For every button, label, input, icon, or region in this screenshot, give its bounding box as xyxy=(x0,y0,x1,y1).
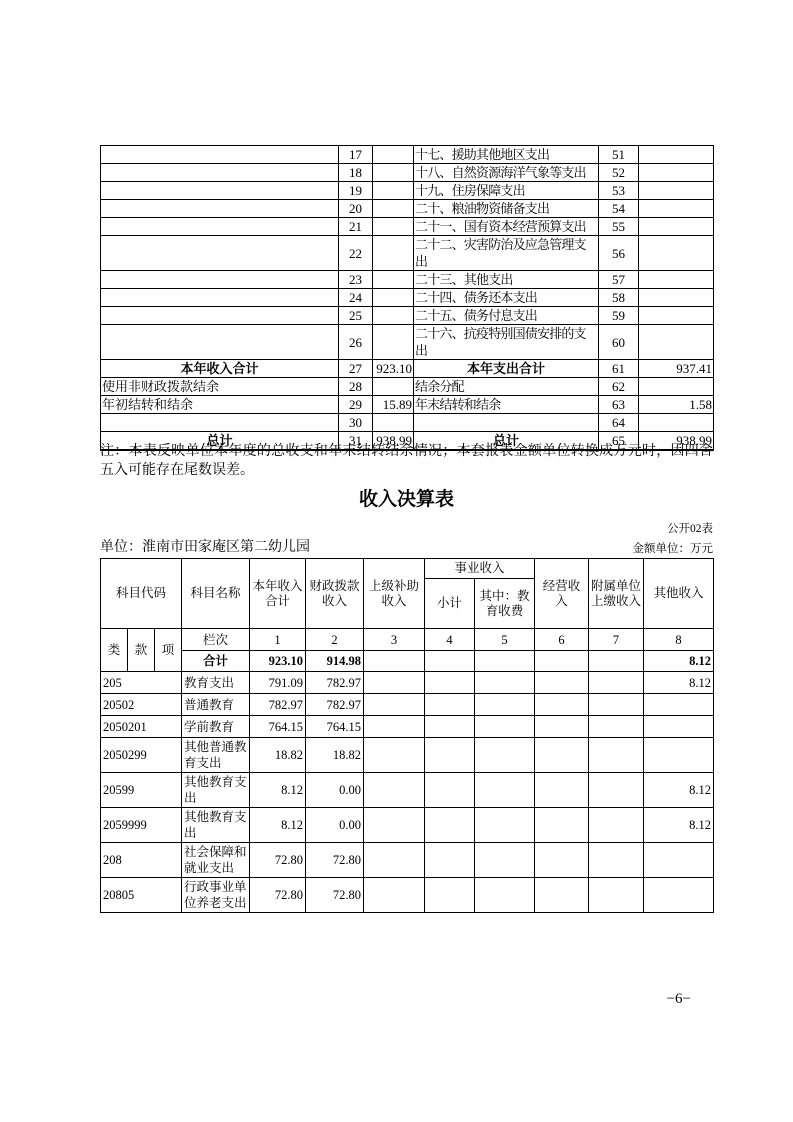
income-item-label: 使用非财政拨款结余 xyxy=(101,378,339,396)
income-amount xyxy=(373,414,414,432)
grand-total-value-5 xyxy=(475,651,535,672)
balance-table xyxy=(100,145,714,451)
income-row-number: 27 xyxy=(339,360,373,378)
expense-amount xyxy=(639,218,714,236)
business-subtotal-cell xyxy=(425,808,475,843)
income-item-label xyxy=(101,164,339,182)
income-amount xyxy=(373,325,414,360)
income-item-label xyxy=(101,218,339,236)
doc-code-label: 公开02表 xyxy=(667,523,713,535)
total-income-cell: 791.09 xyxy=(250,672,306,694)
income-table-row xyxy=(101,716,714,738)
expense-amount xyxy=(639,307,714,325)
income-row-number: 21 xyxy=(339,218,373,236)
operating-income-cell xyxy=(535,773,589,808)
income-amount: 923.10 xyxy=(373,360,414,378)
header-other-income: 其他收入 xyxy=(644,559,714,629)
fiscal-income-cell: 18.82 xyxy=(306,738,364,773)
income-item-label xyxy=(101,182,339,200)
grand-total-value-3 xyxy=(364,651,425,672)
subject-code-cell: 20502 xyxy=(101,694,182,716)
page-number: −6− xyxy=(666,991,691,1007)
subject-code-cell: 2050201 xyxy=(101,716,182,738)
business-edu-fee-cell xyxy=(475,716,535,738)
grand-total-value-2: 914.98 xyxy=(306,651,364,672)
balance-table-row xyxy=(101,200,714,218)
business-edu-fee-cell xyxy=(475,808,535,843)
income-item-label xyxy=(101,289,339,307)
grand-total-value-8: 8.12 xyxy=(644,651,714,672)
expense-item-label: 二十五、债务付息支出 xyxy=(414,307,599,325)
income-table-row xyxy=(101,738,714,773)
income-item-label xyxy=(101,307,339,325)
operating-income-cell xyxy=(535,738,589,773)
total-income-cell: 72.80 xyxy=(250,843,306,878)
income-amount xyxy=(373,236,414,271)
expense-row-number: 65 xyxy=(599,432,639,451)
expense-item-label: 二十六、抗疫特别国债安排的支出 xyxy=(414,325,599,360)
other-income-cell xyxy=(644,738,714,773)
expense-row-number: 51 xyxy=(599,146,639,164)
other-income-cell: 8.12 xyxy=(644,808,714,843)
business-subtotal-cell xyxy=(425,694,475,716)
lane-no-7: 7 xyxy=(589,629,644,651)
grand-total-label: 合计 xyxy=(182,651,250,672)
total-income-cell: 764.15 xyxy=(250,716,306,738)
subject-name-cell: 教育支出 xyxy=(182,672,250,694)
superior-subsidy-cell xyxy=(364,694,425,716)
income-row-number: 28 xyxy=(339,378,373,396)
grand-total-value-6 xyxy=(535,651,589,672)
expense-item-label: 二十、粮油物资储备支出 xyxy=(414,200,599,218)
income-amount xyxy=(373,146,414,164)
expense-amount xyxy=(639,146,714,164)
income-amount xyxy=(373,218,414,236)
income-table-section xyxy=(100,558,713,913)
affiliated-income-cell xyxy=(589,808,644,843)
expense-item-label: 二十一、国有资本经营预算支出 xyxy=(414,218,599,236)
income-item-label xyxy=(101,146,339,164)
expense-row-number: 60 xyxy=(599,325,639,360)
business-edu-fee-cell xyxy=(475,878,535,913)
income-table-row xyxy=(101,694,714,716)
income-table-body xyxy=(101,672,714,913)
superior-subsidy-cell xyxy=(364,773,425,808)
expense-amount xyxy=(639,200,714,218)
business-subtotal-cell xyxy=(425,843,475,878)
lane-no-1: 1 xyxy=(250,629,306,651)
income-table-row xyxy=(101,878,714,913)
operating-income-cell xyxy=(535,672,589,694)
table-note: 注：本表反映单位本年度的总收支和年末结转结余情况；本套报表金额单位转换成万元时，因四舍五入可能存在尾数误差。 xyxy=(100,444,713,478)
other-income-cell: 8.12 xyxy=(644,773,714,808)
grand-total-value-4 xyxy=(425,651,475,672)
subject-code-cell: 20805 xyxy=(101,878,182,913)
expense-row-number: 64 xyxy=(599,414,639,432)
affiliated-income-cell xyxy=(589,773,644,808)
income-row-number: 26 xyxy=(339,325,373,360)
income-row-number: 19 xyxy=(339,182,373,200)
grand-total-row xyxy=(101,651,714,672)
grand-total-value-7 xyxy=(589,651,644,672)
unit-name-label: 单位：淮南市田家庵区第二幼儿园 xyxy=(100,540,310,555)
balance-table-body xyxy=(101,146,714,451)
balance-table-row xyxy=(101,360,714,378)
fiscal-income-cell: 764.15 xyxy=(306,716,364,738)
expense-row-number: 58 xyxy=(599,289,639,307)
expense-row-number: 63 xyxy=(599,396,639,414)
income-row-number: 25 xyxy=(339,307,373,325)
lane-no-6: 6 xyxy=(535,629,589,651)
fiscal-income-cell: 0.00 xyxy=(306,773,364,808)
operating-income-cell xyxy=(535,808,589,843)
header-code-class: 类 xyxy=(101,629,128,672)
header-superior-subsidy: 上级补助收入 xyxy=(364,559,425,629)
superior-subsidy-cell xyxy=(364,808,425,843)
income-item-label xyxy=(101,271,339,289)
income-row-number: 29 xyxy=(339,396,373,414)
income-row-number: 23 xyxy=(339,271,373,289)
business-edu-fee-cell xyxy=(475,738,535,773)
subject-code-cell: 2050299 xyxy=(101,738,182,773)
total-income-cell: 8.12 xyxy=(250,773,306,808)
lane-no-4: 4 xyxy=(425,629,475,651)
other-income-cell xyxy=(644,716,714,738)
income-table-row xyxy=(101,672,714,694)
business-subtotal-cell xyxy=(425,773,475,808)
expense-item-label: 二十二、灾害防治及应急管理支出 xyxy=(414,236,599,271)
expense-row-number: 55 xyxy=(599,218,639,236)
balance-table-row xyxy=(101,182,714,200)
fiscal-income-cell: 782.97 xyxy=(306,672,364,694)
income-amount xyxy=(373,182,414,200)
lane-number-row xyxy=(101,629,714,651)
total-income-cell: 18.82 xyxy=(250,738,306,773)
expense-row-number: 56 xyxy=(599,236,639,271)
balance-table-row xyxy=(101,325,714,360)
income-item-label: 本年收入合计 xyxy=(101,360,339,378)
subject-code-cell: 20599 xyxy=(101,773,182,808)
business-edu-fee-cell xyxy=(475,694,535,716)
total-income-cell: 72.80 xyxy=(250,878,306,913)
income-item-label xyxy=(101,325,339,360)
income-row-number: 24 xyxy=(339,289,373,307)
income-row-number: 22 xyxy=(339,236,373,271)
balance-table-section xyxy=(100,145,713,451)
header-group-row xyxy=(101,559,714,579)
superior-subsidy-cell xyxy=(364,843,425,878)
fiscal-income-cell: 0.00 xyxy=(306,808,364,843)
expense-amount xyxy=(639,236,714,271)
expense-amount xyxy=(639,182,714,200)
fiscal-income-cell: 72.80 xyxy=(306,878,364,913)
balance-table-row xyxy=(101,307,714,325)
expense-item-label: 十七、援助其他地区支出 xyxy=(414,146,599,164)
expense-item-label: 十九、住房保障支出 xyxy=(414,182,599,200)
expense-item-label xyxy=(414,414,599,432)
subject-name-cell: 其他普通教育支出 xyxy=(182,738,250,773)
balance-table-row xyxy=(101,271,714,289)
subject-name-cell: 社会保障和就业支出 xyxy=(182,843,250,878)
expense-amount: 937.41 xyxy=(639,360,714,378)
income-amount: 15.89 xyxy=(373,396,414,414)
expense-item-label: 总计 xyxy=(414,432,599,451)
expense-amount xyxy=(639,164,714,182)
balance-table-row xyxy=(101,164,714,182)
income-table xyxy=(100,558,714,913)
expense-item-label: 本年支出合计 xyxy=(414,360,599,378)
expense-amount xyxy=(639,271,714,289)
grand-total-value-1: 923.10 xyxy=(250,651,306,672)
balance-table-row xyxy=(101,414,714,432)
subject-name-cell: 行政事业单位养老支出 xyxy=(182,878,250,913)
other-income-cell xyxy=(644,694,714,716)
business-subtotal-cell xyxy=(425,716,475,738)
total-income-cell: 782.97 xyxy=(250,694,306,716)
income-item-label: 年初结转和结余 xyxy=(101,396,339,414)
income-row-number: 30 xyxy=(339,414,373,432)
income-item-label xyxy=(101,236,339,271)
balance-table-row xyxy=(101,378,714,396)
superior-subsidy-cell xyxy=(364,878,425,913)
operating-income-cell xyxy=(535,694,589,716)
income-amount xyxy=(373,289,414,307)
expense-amount xyxy=(639,289,714,307)
expense-item-label: 二十四、债务还本支出 xyxy=(414,289,599,307)
balance-table-row xyxy=(101,396,714,414)
expense-amount xyxy=(639,325,714,360)
header-business-edu-fee: 其中：教育收费 xyxy=(475,579,535,629)
expense-item-label: 结余分配 xyxy=(414,378,599,396)
header-business-income-group: 事业收入 xyxy=(425,559,535,579)
affiliated-income-cell xyxy=(589,738,644,773)
subject-name-cell: 其他教育支出 xyxy=(182,808,250,843)
affiliated-income-cell xyxy=(589,672,644,694)
income-amount xyxy=(373,164,414,182)
subject-name-cell: 普通教育 xyxy=(182,694,250,716)
header-total-income: 本年收入合计 xyxy=(250,559,306,629)
total-income-cell: 8.12 xyxy=(250,808,306,843)
income-table-row xyxy=(101,843,714,878)
subject-code-cell: 208 xyxy=(101,843,182,878)
fiscal-income-cell: 72.80 xyxy=(306,843,364,878)
subject-name-cell: 学前教育 xyxy=(182,716,250,738)
affiliated-income-cell xyxy=(589,843,644,878)
expense-row-number: 54 xyxy=(599,200,639,218)
subject-code-cell: 2059999 xyxy=(101,808,182,843)
other-income-cell xyxy=(644,843,714,878)
balance-table-row xyxy=(101,236,714,271)
operating-income-cell xyxy=(535,716,589,738)
income-row-number: 20 xyxy=(339,200,373,218)
income-table-title: 收入决算表 xyxy=(358,489,454,510)
superior-subsidy-cell xyxy=(364,672,425,694)
expense-row-number: 52 xyxy=(599,164,639,182)
income-amount xyxy=(373,271,414,289)
business-subtotal-cell xyxy=(425,672,475,694)
income-item-label: 总计 xyxy=(101,432,339,451)
business-subtotal-cell xyxy=(425,878,475,913)
income-amount xyxy=(373,307,414,325)
header-subject-name: 科目名称 xyxy=(182,559,250,629)
expense-row-number: 53 xyxy=(599,182,639,200)
affiliated-income-cell xyxy=(589,716,644,738)
balance-table-row xyxy=(101,289,714,307)
operating-income-cell xyxy=(535,878,589,913)
lane-label: 栏次 xyxy=(182,629,250,651)
income-row-number: 18 xyxy=(339,164,373,182)
expense-amount: 1.58 xyxy=(639,396,714,414)
header-affiliated-income: 附属单位上缴收入 xyxy=(589,559,644,629)
income-item-label xyxy=(101,200,339,218)
expense-item-label: 年末结转和结余 xyxy=(414,396,599,414)
income-amount xyxy=(373,200,414,218)
expense-amount xyxy=(639,414,714,432)
balance-table-row xyxy=(101,146,714,164)
header-code-item: 项 xyxy=(155,629,182,672)
amount-unit-label: 金额单位：万元 xyxy=(632,543,713,555)
superior-subsidy-cell xyxy=(364,738,425,773)
business-subtotal-cell xyxy=(425,738,475,773)
unit-line xyxy=(100,536,713,556)
balance-table-row xyxy=(101,218,714,236)
expense-row-number: 62 xyxy=(599,378,639,396)
expense-row-number: 59 xyxy=(599,307,639,325)
income-table-header xyxy=(101,559,714,672)
superior-subsidy-cell xyxy=(364,716,425,738)
affiliated-income-cell xyxy=(589,878,644,913)
affiliated-income-cell xyxy=(589,694,644,716)
income-table-row xyxy=(101,808,714,843)
fiscal-income-cell: 782.97 xyxy=(306,694,364,716)
income-amount xyxy=(373,378,414,396)
income-amount: 938.99 xyxy=(373,432,414,451)
expense-item-label: 二十三、其他支出 xyxy=(414,271,599,289)
header-code-section: 款 xyxy=(128,629,155,672)
header-business-subtotal: 小计 xyxy=(425,579,475,629)
operating-income-cell xyxy=(535,843,589,878)
other-income-cell xyxy=(644,878,714,913)
other-income-cell: 8.12 xyxy=(644,672,714,694)
income-row-number: 31 xyxy=(339,432,373,451)
expense-row-number: 57 xyxy=(599,271,639,289)
lane-no-3: 3 xyxy=(364,629,425,651)
subject-code-cell: 205 xyxy=(101,672,182,694)
income-row-number: 17 xyxy=(339,146,373,164)
income-table-row xyxy=(101,773,714,808)
lane-no-5: 5 xyxy=(475,629,535,651)
expense-row-number: 61 xyxy=(599,360,639,378)
header-subject-code: 科目代码 xyxy=(101,559,182,629)
income-item-label xyxy=(101,414,339,432)
lane-no-8: 8 xyxy=(644,629,714,651)
subject-name-cell: 其他教育支出 xyxy=(182,773,250,808)
expense-amount xyxy=(639,378,714,396)
expense-item-label: 十八、自然资源海洋气象等支出 xyxy=(414,164,599,182)
expense-amount: 938.99 xyxy=(639,432,714,451)
business-edu-fee-cell xyxy=(475,773,535,808)
header-operating-income: 经营收入 xyxy=(535,559,589,629)
business-edu-fee-cell xyxy=(475,672,535,694)
header-fiscal-income: 财政拨款收入 xyxy=(306,559,364,629)
lane-no-2: 2 xyxy=(306,629,364,651)
business-edu-fee-cell xyxy=(475,843,535,878)
